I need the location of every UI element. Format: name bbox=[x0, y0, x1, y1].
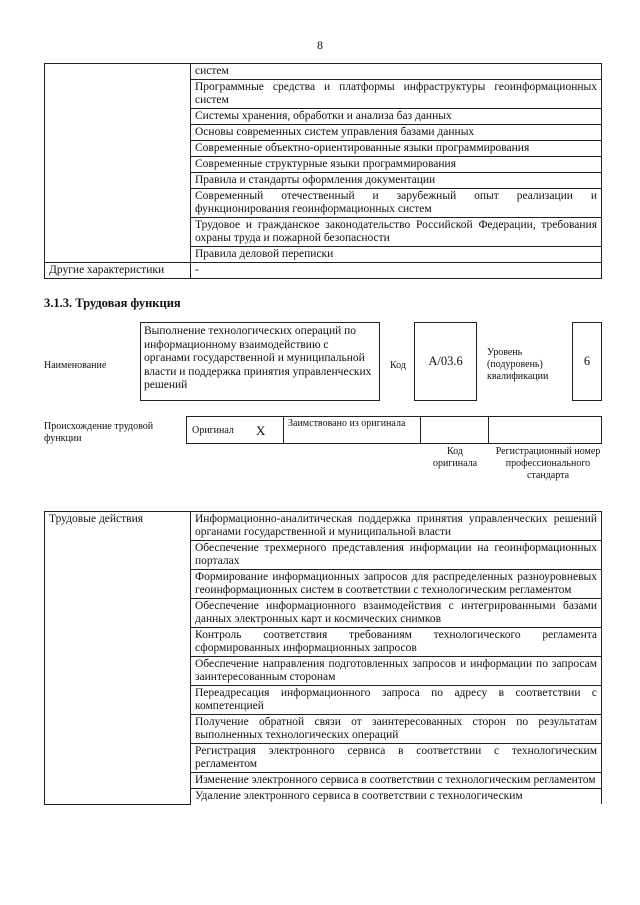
original-mark: Х bbox=[256, 423, 266, 438]
divider bbox=[186, 416, 187, 444]
name-label: Наименование bbox=[44, 360, 107, 371]
original-label: Оригинал bbox=[192, 425, 234, 436]
other-characteristics-label: Другие характеристики bbox=[45, 263, 191, 279]
labor-actions-table bbox=[44, 511, 602, 805]
knowledge-table bbox=[44, 63, 602, 279]
code-of-original-caption: Код оригинала bbox=[432, 446, 478, 469]
other-characteristics-value: - bbox=[191, 263, 602, 279]
table-cell: Обеспечение направления подготовленных запросов и информации по запросам заинтересованным сторонам bbox=[191, 657, 602, 686]
table-row bbox=[45, 64, 602, 80]
table-cell: Переадресация информационного запроса по адресу в соответствии с компетенцией bbox=[191, 686, 602, 715]
registration-number-caption: Регистрационный номер профессионального стандарта bbox=[495, 446, 601, 481]
empty-label-cell bbox=[45, 64, 191, 263]
table-cell: Контроль соответствия требованиям технологического регламента сформированных информационных запросов bbox=[191, 628, 602, 657]
qualification-level: 6 bbox=[583, 354, 591, 368]
page-number: 8 bbox=[317, 38, 323, 52]
table-cell: Современный отечественный и зарубежный опыт реализации и функционирования геоинформационных систем bbox=[191, 189, 602, 218]
table-cell: Основы современных систем управления базами данных bbox=[191, 125, 602, 141]
table-cell: Информационно-аналитическая поддержка принятия управленческих решений органами государственной и муниципальной власти bbox=[191, 512, 602, 541]
qualification-level-label: Уровень (подуровень) квалификации bbox=[487, 347, 549, 382]
code-box bbox=[414, 322, 477, 401]
table-row bbox=[45, 512, 602, 541]
table-cell: Современные структурные языки программирования bbox=[191, 157, 602, 173]
table-cell: Современные объектно-ориентированные языки программирования bbox=[191, 141, 602, 157]
level-box bbox=[572, 322, 602, 401]
table-cell: Удаление электронного сервиса в соответствии с технологическим bbox=[191, 789, 602, 805]
divider bbox=[420, 416, 421, 444]
table-cell: Формирование информационных запросов для распределенных разноуровневых геоинформационных систем в соответствии с технологическим регламентом bbox=[191, 570, 602, 599]
table-cell: Обеспечение трехмерного представления информации на геоинформационных порталах bbox=[191, 541, 602, 570]
table-cell: Трудовое и гражданское законодательство Российской Федерации, требования охраны труда и пожарной безопасности bbox=[191, 218, 602, 247]
divider bbox=[488, 416, 489, 444]
table-cell: Изменение электронного сервиса в соответствии с технологическим регламентом bbox=[191, 773, 602, 789]
code-label: Код bbox=[390, 360, 406, 371]
table-row bbox=[45, 263, 602, 279]
section-title: 3.1.3. Трудовая функция bbox=[44, 296, 181, 310]
borrowed-label: Заимствовано из оригинала bbox=[288, 418, 406, 429]
table-cell: Системы хранения, обработки и анализа баз данных bbox=[191, 109, 602, 125]
function-name-box bbox=[140, 322, 380, 401]
divider bbox=[283, 416, 284, 444]
function-code: А/03.6 bbox=[428, 354, 463, 368]
table-cell: Программные средства и платформы инфраструктуры геоинформационных систем bbox=[191, 80, 602, 109]
origin-label: Происхождение трудовой функции bbox=[44, 421, 154, 444]
function-name: Выполнение технологических операций по информационному взаимодействию с органами государственной и муниципальной власти и поддержка принятия управленческих решений bbox=[144, 325, 372, 391]
table-cell: Правила деловой переписки bbox=[191, 247, 602, 263]
table-cell: Правила и стандарты оформления документации bbox=[191, 173, 602, 189]
table-cell: систем bbox=[191, 64, 602, 80]
table-cell: Регистрация электронного сервиса в соответствии с технологическим регламентом bbox=[191, 744, 602, 773]
table-cell: Обеспечение информационного взаимодействия с интегрированными базами данных электронных карт и космических снимков bbox=[191, 599, 602, 628]
table-cell: Получение обратной связи от заинтересованных сторон по результатам выполненных технологических операций bbox=[191, 715, 602, 744]
labor-actions-label: Трудовые действия bbox=[45, 512, 191, 805]
